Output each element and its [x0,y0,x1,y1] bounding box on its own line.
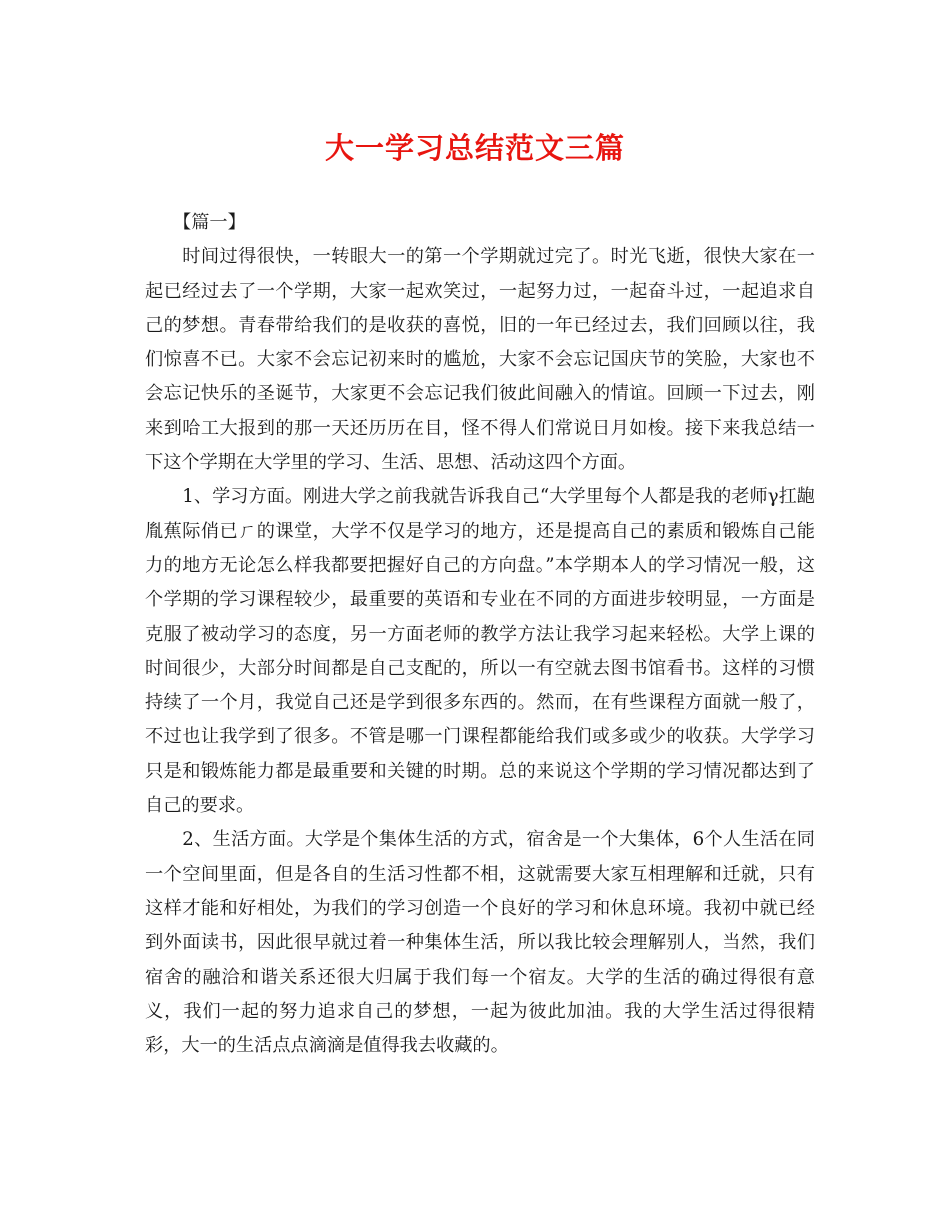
document-body [145,198,815,1063]
paragraph-study: 1、学习方面。刚进大学之前我就告诉我自己“大学里每个人都是我的老师γ扛龅胤蕉际俏已ㄏ的课堂，大学不仅是学习的地方，还是提高自己的素质和锻炼自己能力的地方无论怎么样我都要把握好自己的方向盘。”本学期本人的学习情况一般，这个学期的学习课程较少，最重要的英语和专业在不同的方面进步较明显，一方面是克服了被动学习的态度，另一方面老师的教学方法让我学习起来轻松。大学上课的时间很少，大部分时间都是自己支配的，所以一有空就去图书馆看书。这样的习惯持续了一个月，我觉自己还是学到很多东西的。然而，在有些课程方面就一般了，不过也让我学到了很多。不管是哪一门课程都能给我们或多或少的收获。大学学习只是和锻炼能力都是最重要和关键的时期。总的来说这个学期的学习情况都达到了自己的要求。 [145,486,815,817]
paragraph-intro: 时间过得很快，一转眼大一的第一个学期就过完了。时光飞逝，很快大家在一起已经过去了一个学期，大家一起欢笑过，一起努力过，一起奋斗过，一起追求自己的梦想。青春带给我们的是收获的喜悦，旧的一年已经过去，我们回顾以往，我们惊喜不已。大家不会忘记初来时的尴尬，大家不会忘记国庆节的笑脸，大家也不会忘记快乐的圣诞节，大家更不会忘记我们彼此间融入的情谊。回顾一下过去，刚来到哈工大报到的那一天还历历在目，怪不得人们常说日月如梭。接下来我总结一下这个学期在大学里的学习、生活、思想、活动这四个方面。 [145,246,815,474]
document-title: 大一学习总结范文三篇 [324,131,625,165]
paragraph-life: 2、生活方面。大学是个集体生活的方式，宿舍是一个大集体，6个人生活在同一个空间里面，但是各自的生活习性都不相，这就需要大家互相理解和迁就，只有这样才能和好相处，为我们的学习创造一个良好的学习和休息环境。我初中就已经到外面读书，因此很早就过着一种集体生活，所以我比较会理解别人，当然，我们宿舍的融洽和谐关系还很大归属于我们每一个宿友。大学的生活的确过得很有意义，我们一起的努力追求自己的梦想，一起为彼此加油。我的大学生活过得很精彩，大一的生活点点滴滴是值得我去收藏的。 [145,829,815,1057]
section-label: 【篇一】 [173,212,246,233]
